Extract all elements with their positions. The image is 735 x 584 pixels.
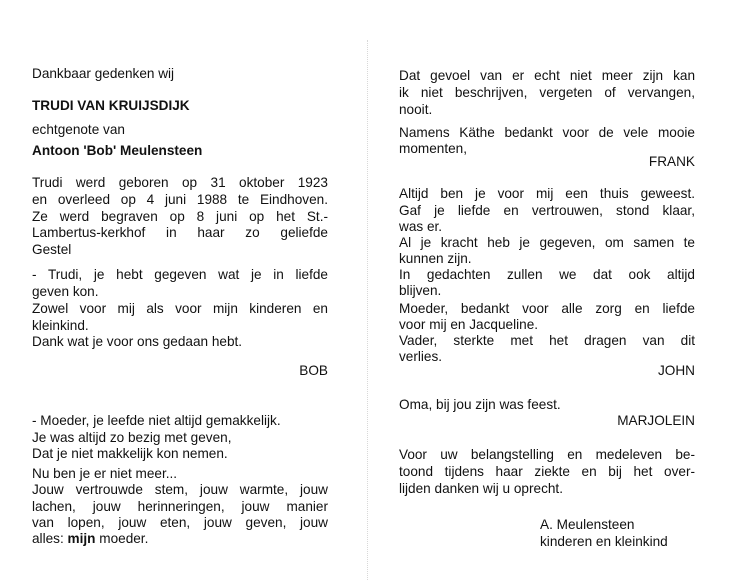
message-line: - Trudi, je hebt gegeven wat je in liefde — [32, 267, 328, 282]
paragraph-line: lijden danken wij u oprecht. — [399, 481, 563, 496]
paragraph-line: Al je kracht heb je gegeven, om samen te — [399, 235, 695, 250]
message-line-last — [32, 531, 328, 547]
spouse-of-label: echtgenote van — [32, 122, 125, 137]
paragraph-line: nooit. — [399, 102, 433, 117]
paragraph-line: blijven. — [399, 283, 442, 298]
paragraph-line: toond tijdens haar ziekte en bij het over- — [399, 464, 695, 479]
bio-line: Lambertus-kerkhof in haar zo geliefde — [32, 225, 328, 240]
paragraph-line: Oma, bij jou zijn was feest. — [399, 397, 561, 412]
closing-line: kinderen en kleinkind — [540, 534, 668, 549]
message-line: lachen, jouw herinneringen, jouw manier — [32, 499, 328, 514]
last-line-post: moeder. — [95, 531, 149, 546]
last-line-pre: alles: — [32, 531, 68, 546]
message-line: Dat je niet makkelijk kon nemen. — [32, 446, 228, 461]
deceased-name: TRUDI VAN KRUIJSDIJK — [32, 98, 190, 113]
message-line: kleinkind. — [32, 318, 89, 333]
fold-line — [367, 40, 368, 580]
bio-line: Ze werd begraven op 8 juni op het St.- — [32, 209, 328, 224]
bio-line: Gestel — [32, 242, 72, 257]
message-line: geven kon. — [32, 284, 99, 299]
bio-line: Trudi werd geboren op 31 oktober 1923 — [32, 175, 328, 190]
paragraph-line: ik niet beschrijven, vergeten of vervangen, — [399, 85, 695, 100]
last-line-bold: mijn — [67, 531, 96, 546]
intro-text: Dankbaar gedenken wij — [32, 66, 175, 81]
closing-line: A. Meulensteen — [540, 517, 635, 532]
signature-marjolein: MARJOLEIN — [617, 413, 695, 428]
message-line: Dank wat je voor ons gedaan hebt. — [32, 334, 243, 349]
paragraph-line: Altijd ben je voor mij een thuis geweest. — [399, 186, 695, 201]
paragraph-line: Gaf je liefde en vertrouwen, stond klaar, — [399, 203, 695, 218]
signature-bob: BOB — [299, 363, 328, 378]
paragraph-line: voor mij en Jacqueline. — [399, 317, 539, 332]
signature-frank: FRANK — [648, 154, 695, 169]
message-line: Je was altijd zo bezig met geven, — [32, 430, 232, 445]
paragraph-line: Moeder, bedankt voor alle zorg en liefde — [399, 301, 695, 316]
paragraph-line: Voor uw belangstelling en medeleven be- — [399, 447, 695, 462]
paragraph-line: was er. — [399, 219, 443, 234]
paragraph-line: verlies. — [399, 349, 443, 364]
message-line: van lopen, jouw eten, jouw geven, jouw — [32, 515, 328, 530]
message-line: Zowel voor mij als voor mijn kinderen en — [32, 301, 328, 316]
paragraph-line: momenten, — [399, 141, 468, 156]
spouse-name: Antoon 'Bob' Meulensteen — [32, 143, 203, 158]
signature-john: JOHN — [657, 363, 695, 378]
paragraph-line: Vader, sterkte met het dragen van dit — [399, 333, 695, 348]
paragraph-line: In gedachten zullen we dat ook altijd — [399, 267, 695, 282]
bio-line: en overleed op 4 juni 1988 te Eindhoven. — [32, 192, 328, 207]
paragraph-line: kunnen zijn. — [399, 251, 472, 266]
message-line: Jouw vertrouwde stem, jouw warmte, jouw — [32, 482, 328, 497]
paragraph-line: Namens Käthe bedankt voor de vele mooie — [399, 125, 695, 140]
paragraph-line: Dat gevoel van er echt niet meer zijn kan — [399, 68, 695, 83]
message-line: - Moeder, je leefde niet altijd gemakkelijk. — [32, 413, 281, 428]
message-line: Nu ben je er niet meer... — [32, 466, 178, 481]
